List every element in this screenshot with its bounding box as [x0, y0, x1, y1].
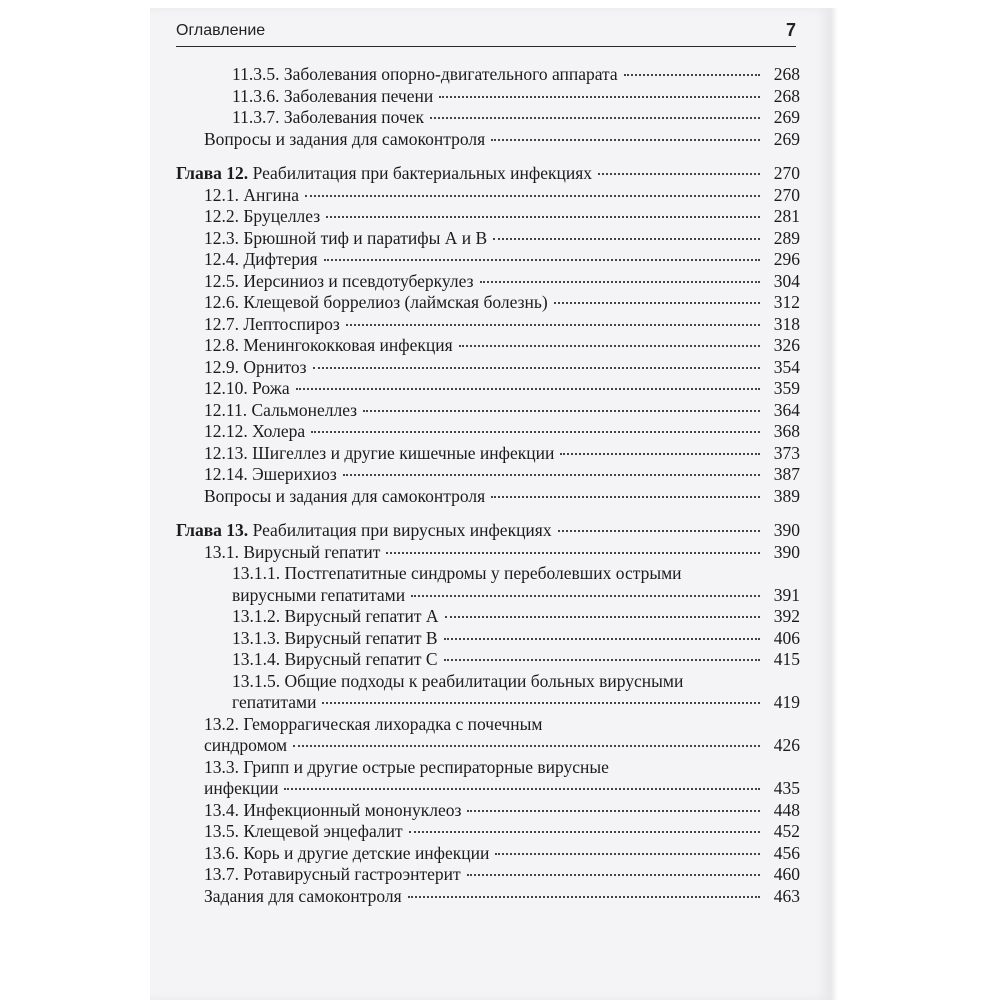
toc-entry: 12.1. Ангина 270 [204, 184, 800, 205]
toc-entry: 13.1.4. Вирусный гепатит С 415 [232, 649, 800, 669]
toc-entry: 13.6. Корь и другие детские инфекции 456 [204, 842, 800, 863]
toc-entry: 12.5. Иерсиниоз и псевдотуберкулез 304 [204, 270, 800, 291]
toc-entry: 12.14. Эшерихиоз 387 [204, 464, 800, 484]
toc-entry: 13.2. Геморрагическая лихорадка с почечным синдромом 426 [204, 713, 800, 755]
page-number: 7 [785, 20, 796, 40]
toc-entry: 13.1.3. Вирусный гепатит В 406 [232, 627, 800, 648]
toc-entry: 12.13. Шигеллез и другие кишечные инфекции 373 [204, 442, 800, 463]
toc-entry: 13.1.5. Общие подходы к реабилитации больных вирусными гепатитами 419 [232, 670, 800, 712]
toc-entry: 11.3.5. Заболевания опорно-двигательного аппарата 268 [232, 64, 800, 84]
toc-entry: 12.12. Холера 368 [204, 421, 800, 441]
toc-chapter-12: Глава 12. Реабилитация при бактериальных инфекциях 270 [176, 163, 800, 183]
page-edge-shadow [830, 8, 838, 1000]
toc-entry: 12.8. Менингококковая инфекция 326 [204, 335, 800, 355]
table-of-contents [176, 64, 800, 907]
running-header [176, 18, 796, 47]
toc-chapter-13: Глава 13. Реабилитация при вирусных инфекциях 390 [176, 520, 800, 540]
toc-entry: Вопросы и задания для самоконтроля 389 [204, 485, 800, 506]
toc-entry: 13.7. Ротавирусный гастроэнтерит 460 [204, 864, 800, 884]
toc-entry: 12.3. Брюшной тиф и паратифы А и В 289 [204, 227, 800, 248]
toc-entry: Вопросы и задания для самоконтроля 269 [204, 128, 800, 149]
toc-entry: 13.4. Инфекционный мононуклеоз 448 [204, 799, 800, 820]
toc-entry: 13.1.2. Вирусный гепатит А 392 [232, 606, 800, 626]
toc-entry: Задания для самоконтроля 463 [204, 885, 800, 906]
toc-entry: 12.10. Рожа 359 [204, 378, 800, 398]
toc-entry: 12.11. Сальмонеллез 364 [204, 399, 800, 420]
toc-entry: 12.6. Клещевой боррелиоз (лаймская болезнь) 312 [204, 292, 800, 312]
toc-entry: 12.4. Дифтерия 296 [204, 249, 800, 269]
toc-entry: 12.9. Орнитоз 354 [204, 356, 800, 377]
toc-entry: 12.2. Бруцеллез 281 [204, 206, 800, 226]
toc-entry: 11.3.6. Заболевания печени 268 [232, 85, 800, 106]
toc-entry: 13.1. Вирусный гепатит 390 [204, 541, 800, 562]
toc-entry: 13.1.1. Постгепатитные синдромы у переболевших острыми вирусными гепатитами 391 [232, 563, 800, 605]
running-title: Оглавление [176, 22, 266, 39]
toc-entry: 13.3. Грипп и другие острые респираторные вирусные инфекции 435 [204, 756, 800, 798]
toc-entry: 12.7. Лептоспироз 318 [204, 313, 800, 334]
toc-entry: 11.3.7. Заболевания почек 269 [232, 107, 800, 127]
toc-entry: 13.5. Клещевой энцефалит 452 [204, 821, 800, 841]
